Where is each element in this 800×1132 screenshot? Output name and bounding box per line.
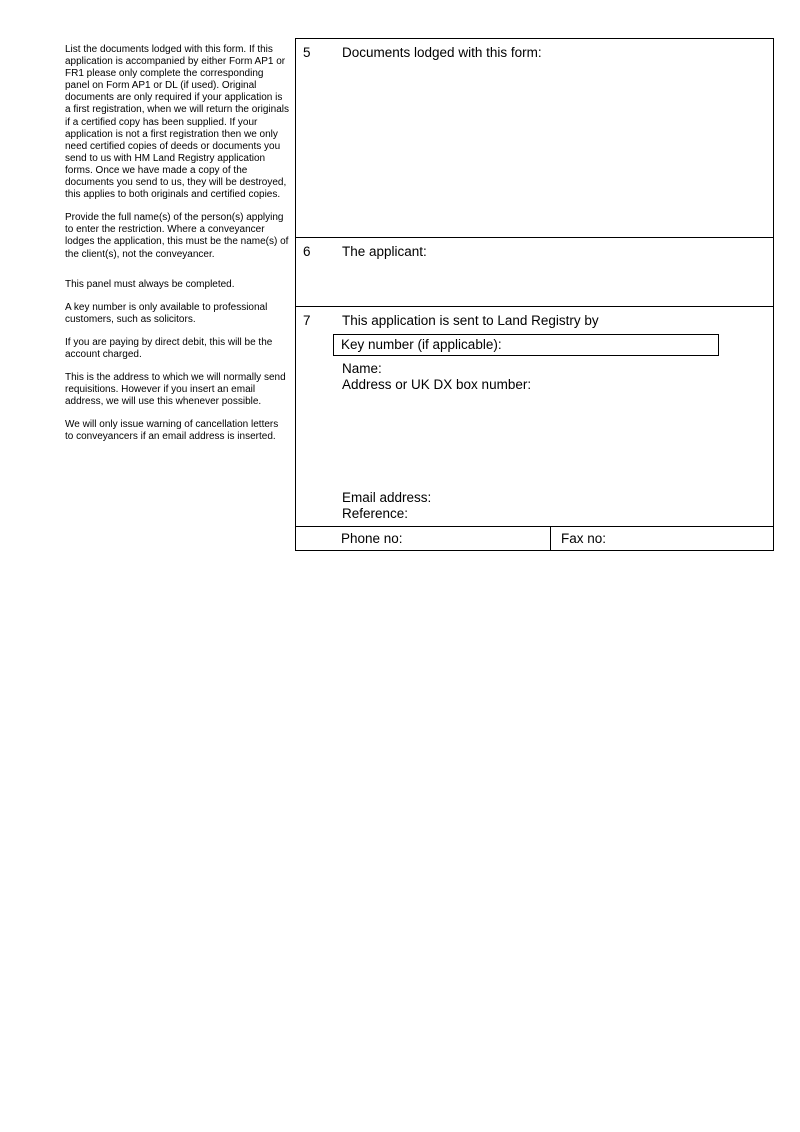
applicant-field[interactable] <box>296 264 773 306</box>
panel-6-number: 6 <box>303 244 311 259</box>
fax-field[interactable] <box>606 527 773 550</box>
panel-7-title: This application is sent to Land Registry by <box>342 313 599 328</box>
name-line <box>342 361 763 377</box>
key-number-box <box>333 334 719 356</box>
address-line <box>342 377 763 393</box>
panel-documents-lodged <box>295 38 774 238</box>
phone-cell <box>296 527 551 550</box>
panel-6-title: The applicant: <box>342 244 427 259</box>
reference-field[interactable] <box>408 506 763 522</box>
address-label: Address or UK DX box number: <box>342 377 532 392</box>
fax-label: Fax no: <box>561 531 607 546</box>
phone-label: Phone no: <box>341 531 403 546</box>
note-direct-debit: If you are paying by direct debit, this will be the account charged. <box>65 336 273 360</box>
note-applicant-name: Provide the full name(s) of the person(s) applying to enter the restriction. Where a conveyancer lodges the application, this must be the name(s) of the client(s), not the conveyancer. <box>65 212 289 260</box>
email-line <box>342 490 763 506</box>
panel-sent-by <box>295 306 774 551</box>
form-column <box>295 38 774 551</box>
note-cancellation-letters: We will only issue warning of cancellation letters to conveyancers if an email address is inserted. <box>65 419 279 443</box>
name-field[interactable] <box>382 361 763 377</box>
panel-6-header <box>296 238 773 259</box>
note-requisitions-address: This is the address to which we will normally send requisitions. However if you insert an email address, we will use this whenever possible. <box>65 372 286 408</box>
documents-lodged-field[interactable] <box>296 65 773 237</box>
panel-applicant <box>295 237 774 307</box>
note-key-number: A key number is only available to professional customers, such as solicitors. <box>65 301 268 325</box>
panel-5-header <box>296 39 773 60</box>
email-label: Email address: <box>342 490 432 505</box>
panel-5-title: Documents lodged with this form: <box>342 45 542 60</box>
key-number-label: Key number (if applicable): <box>341 337 502 352</box>
notes-column <box>65 44 289 455</box>
fax-cell <box>551 527 773 550</box>
phone-fax-row <box>296 526 773 550</box>
reference-label: Reference: <box>342 506 409 521</box>
email-field[interactable] <box>431 490 763 506</box>
reference-line <box>342 506 763 522</box>
panel-7-number: 7 <box>303 313 311 328</box>
address-field[interactable] <box>342 395 763 487</box>
phone-field[interactable] <box>403 527 550 550</box>
note-panel-completed: This panel must always be completed. <box>65 278 235 290</box>
name-label: Name: <box>342 361 382 376</box>
panel-5-number: 5 <box>303 45 311 60</box>
panel-7-header <box>296 307 773 328</box>
key-number-field[interactable] <box>502 335 718 355</box>
address-field-inline[interactable] <box>531 377 763 393</box>
note-documents-lodged: List the documents lodged with this form. If this application is accompanied by either Form AP1 or FR1 please only complete the corresponding panel on Form AP1 or DL (if used). Original documents are only required if your application is a first registration, when we will return the originals if a certified copy has been supplied. If your application is not a first registration then we only need certified copies of deeds or documents you send to us with HM Land Registry application forms. Once we have made a copy of the documents you send to us, they will be destroyed, this applies to both originals and certified copies. <box>65 44 289 201</box>
